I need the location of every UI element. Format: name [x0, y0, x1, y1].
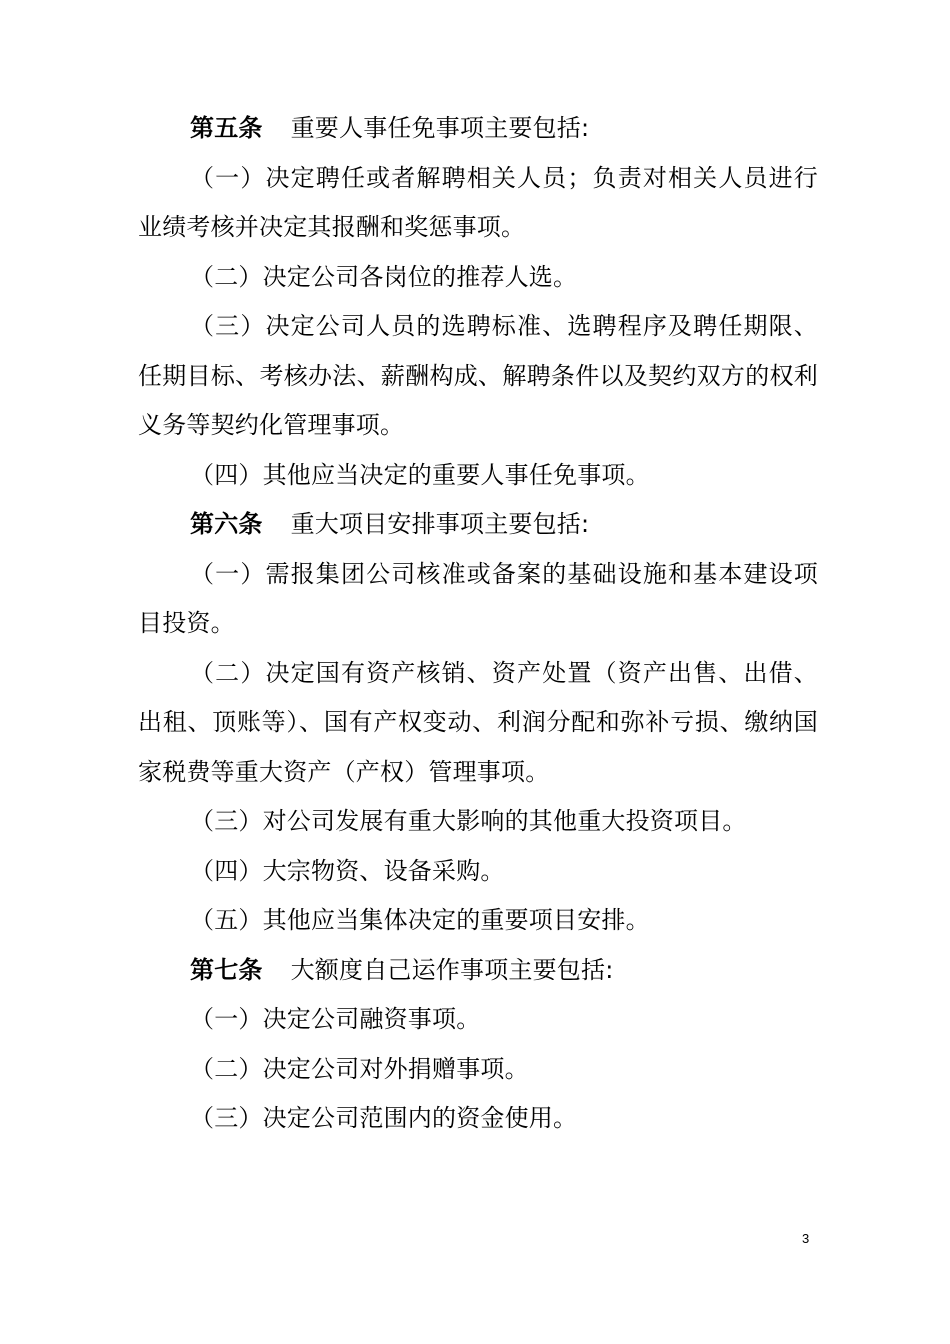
article-5-item-3: （三）决定公司人员的选聘标准、选聘程序及聘任期限、任期目标、考核办法、薪酬构成、解聘条件以及契约双方的权利义务等契约化管理事项。 — [138, 312, 818, 439]
article-7-label: 第七条 — [190, 955, 263, 984]
article-5-item-4: （四）其他应当决定的重要人事任免事项。 — [190, 460, 650, 489]
article-6-item-3: （三）对公司发展有重大影响的其他重大投资项目。 — [190, 807, 747, 835]
article-7-heading — [138, 946, 818, 996]
article-6-label: 第六条 — [190, 510, 263, 538]
article-5-heading — [138, 104, 818, 154]
article-6-item-4: （四）大宗物资、设备采购。 — [190, 856, 505, 885]
article-5-label: 第五条 — [190, 114, 263, 142]
article-6-item-2: （二）决定国有资产核销、资产处置（资产出售、出借、出租、顶账等）、国有产权变动、利润分配和弥补亏损、缴纳国家税费等重大资产（产权）管理事项。 — [138, 658, 818, 786]
article-6-text: 重大项目安排事项主要包括: — [290, 510, 590, 538]
page-number: 3 — [802, 1231, 810, 1246]
article-6-item-5: （五）其他应当集体决定的重要项目安排。 — [190, 906, 650, 934]
article-6-heading — [138, 500, 818, 550]
article-7-item-3: （三）决定公司范围内的资金使用。 — [190, 1104, 578, 1132]
article-7-item-1: （一）决定公司融资事项。 — [190, 1005, 481, 1033]
article-5-item-2: （二）决定公司各岗位的推荐人选。 — [190, 262, 578, 291]
article-7-item-2: （二）决定公司对外捐赠事项。 — [190, 1054, 529, 1083]
document-body — [138, 104, 818, 1144]
article-6-item-1: （一）需报集团公司核准或备案的基础设施和基本建设项目投资。 — [138, 559, 818, 637]
article-7-text: 大额度自己运作事项主要包括: — [290, 955, 614, 984]
article-5-text: 重要人事任免事项主要包括: — [290, 114, 590, 142]
article-5-item-1: （一）决定聘任或者解聘相关人员；负责对相关人员进行业绩考核并决定其报酬和奖惩事项。 — [138, 163, 818, 241]
